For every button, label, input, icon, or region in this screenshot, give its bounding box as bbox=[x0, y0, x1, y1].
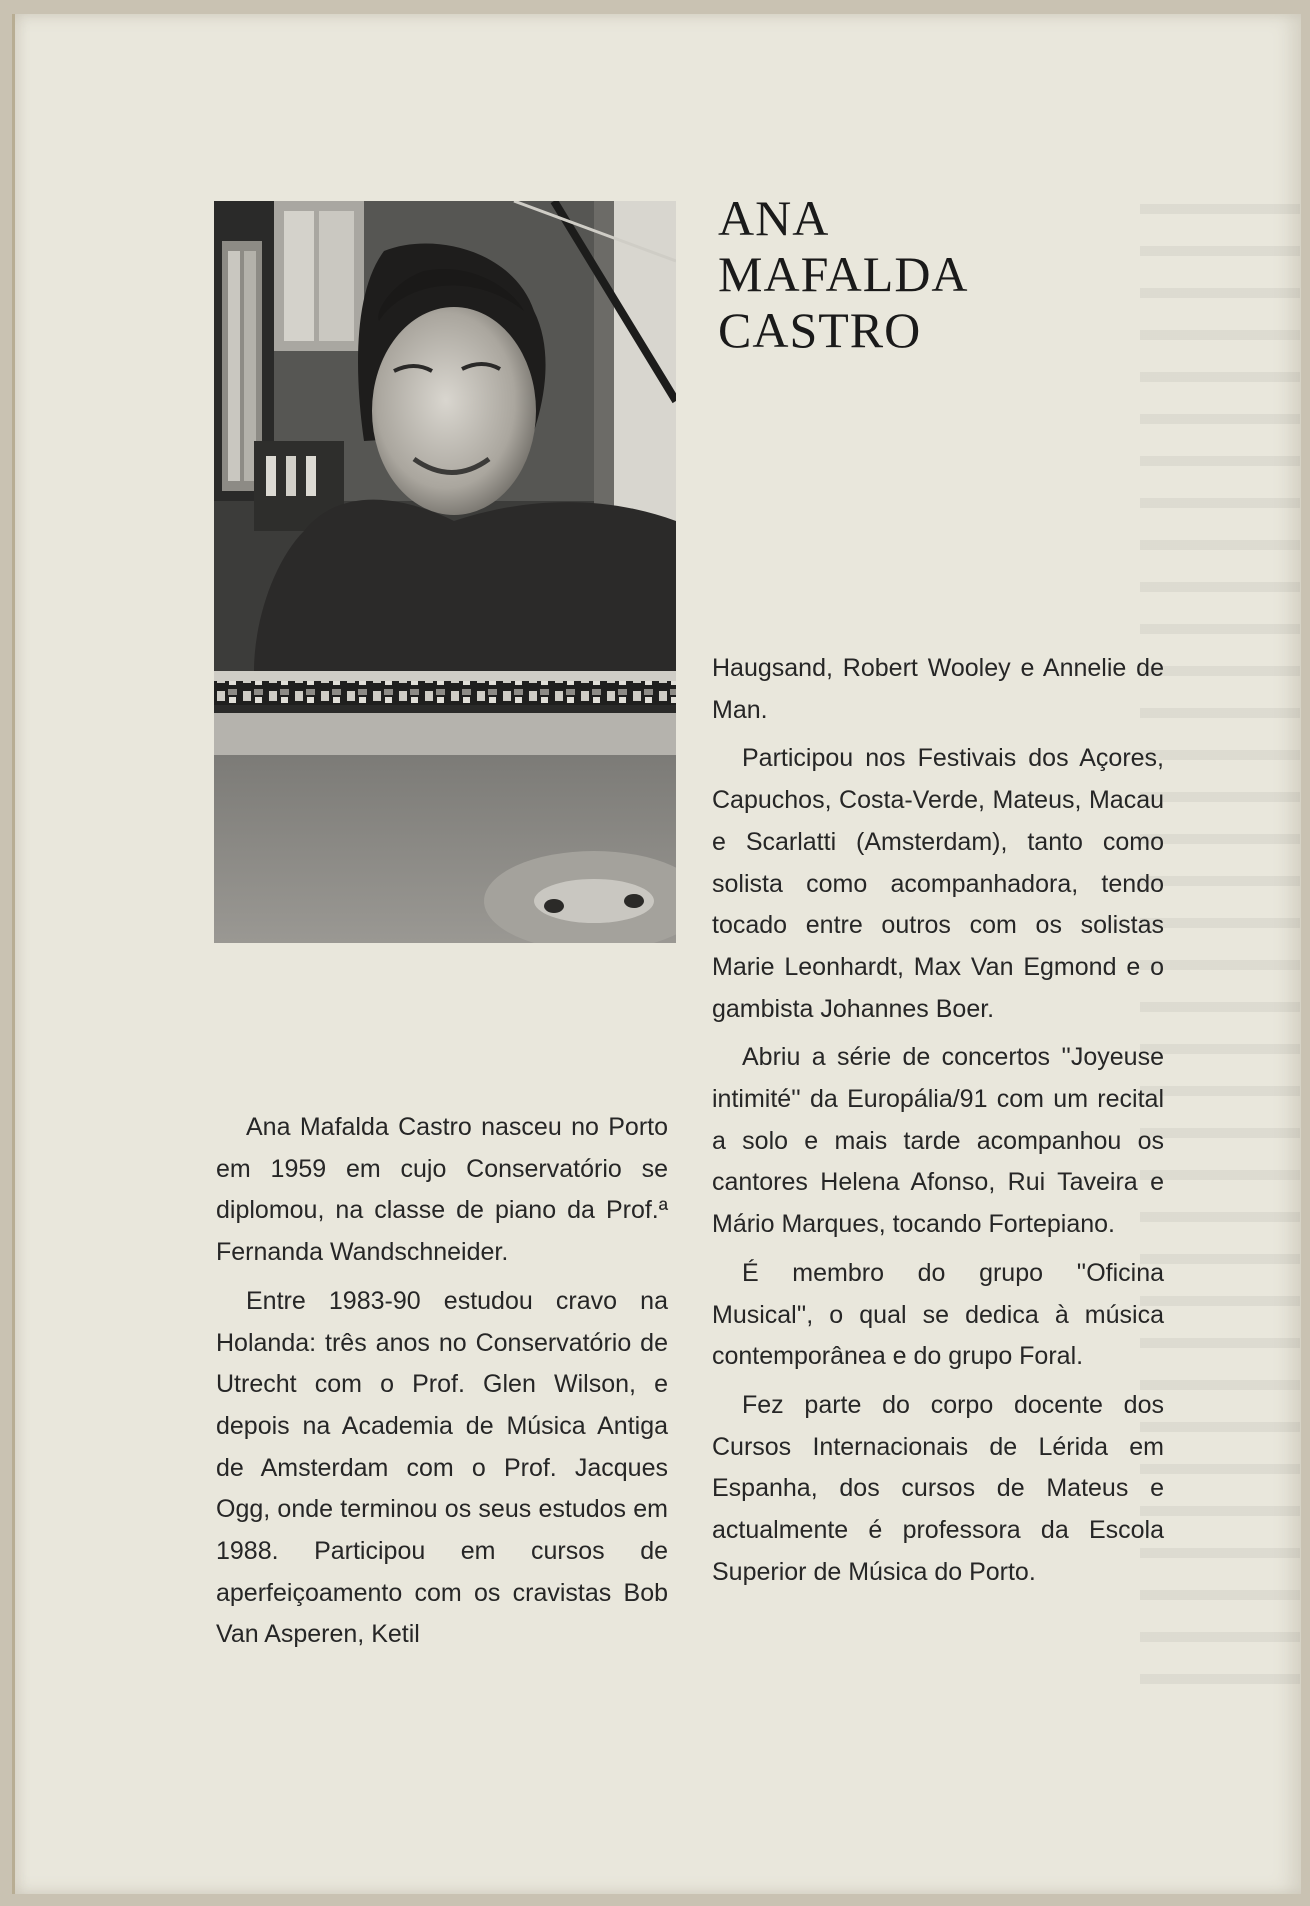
heading-line: ANA bbox=[718, 190, 830, 246]
heading-line: MAFALDA bbox=[718, 246, 969, 302]
show-through-text bbox=[1140, 204, 1300, 1704]
bio-paragraph: Haugsand, Robert Wooley e Annelie de Man. bbox=[712, 654, 1164, 724]
biography-left-column bbox=[216, 1107, 668, 1663]
bio-paragraph: É membro do grupo ''Oficina Musical'', o qual se dedica à música contemporânea e do grupo Foral. bbox=[712, 1258, 1164, 1371]
bio-paragraph: Participou nos Festivais dos Açores, Capuchos, Costa-Verde, Mateus, Macau e Scarlatti (Amsterdam), tanto como solista como acompanhadora, tendo tocado entre outros com os solistas Marie Leonhardt, Max Van Egmond e o gambista Johannes Boer. bbox=[712, 744, 1164, 1023]
portrait-photo bbox=[214, 201, 676, 943]
bio-paragraph: Entre 1983-90 estudou cravo na Holanda: três anos no Conservatório de Utrecht com o Prof. Glen Wilson, e depois na Academia de Música Antiga de Amsterdam com o Prof. Jacques Ogg, onde terminou os seus estudos em 1988. Participou em cursos de aperfeiçoamento com os cravistas Bob Van Asperen, Ketil bbox=[216, 1286, 668, 1649]
biography-right-column bbox=[712, 648, 1164, 1600]
bio-paragraph: Ana Mafalda Castro nasceu no Porto em 1959 em cujo Conservatório se diplomou, na classe de piano da Prof.ª Fernanda Wandschneider. bbox=[216, 1113, 668, 1267]
performer-name-heading bbox=[718, 190, 969, 358]
bio-paragraph: Fez parte do corpo docente dos Cursos Internacionais de Lérida em Espanha, dos cursos de Mateus e actualmente é professora da Escola Superior de Música do Porto. bbox=[712, 1390, 1164, 1586]
bio-paragraph: Abriu a série de concertos ''Joyeuse intimité'' da Europália/91 com um recital a solo e mais tarde acompanhou os cantores Helena Afonso, Rui Taveira e Mário Marques, tocando Fortepiano. bbox=[712, 1043, 1164, 1239]
heading-line: CASTRO bbox=[718, 302, 922, 358]
